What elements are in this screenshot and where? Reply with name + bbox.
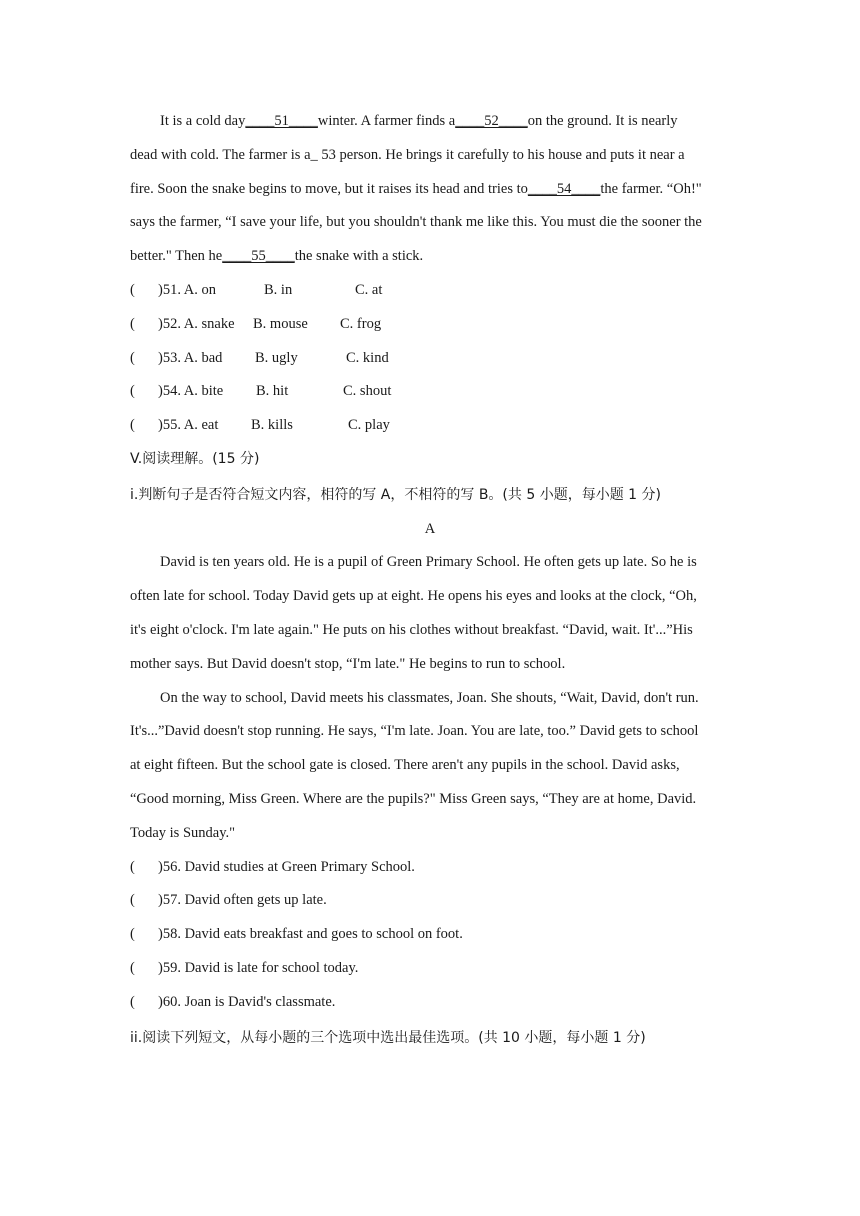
section-title: V.阅读理解。(15 分) xyxy=(130,450,260,467)
passage-line: often late for school. Today David gets up at eight. He opens his eyes and looks at the clock, “Oh, xyxy=(130,588,697,605)
question-55 xyxy=(130,409,730,443)
part-i-title: i.判断句子是否符合短文内容，相符的写 A，不相符的写 B。(共 5 小题，每小题 1 分) xyxy=(130,486,661,503)
answer-paren[interactable]: ( xyxy=(130,315,135,332)
question-59 xyxy=(130,952,730,986)
cloze-line-1 xyxy=(130,105,730,139)
option-c: C. kind xyxy=(346,349,389,366)
cloze-text: winter. A farmer finds a xyxy=(317,113,456,129)
blank-54: ____54____ xyxy=(527,180,601,197)
answer-paren[interactable]: ( xyxy=(130,959,135,976)
option-b: B. kills xyxy=(251,417,293,434)
question-text: )59. David is late for school today. xyxy=(158,959,359,976)
blank-55: ____55____ xyxy=(222,248,295,265)
passage-line: mother says. But David doesn't stop, “I'm late." He begins to run to school. xyxy=(130,655,566,672)
answer-paren[interactable]: ( xyxy=(130,349,135,366)
exam-page xyxy=(130,105,730,1055)
passage-line: On the way to school, David meets his classmates, Joan. She shouts, “Wait, David, don't run. xyxy=(160,689,699,706)
passage-line: Today is Sunday." xyxy=(130,824,236,841)
question-57 xyxy=(130,884,730,918)
question-56 xyxy=(130,851,730,885)
question-text: )60. Joan is David's classmate. xyxy=(158,993,336,1010)
option-b: B. mouse xyxy=(253,315,308,332)
question-52 xyxy=(130,308,730,342)
option-c: C. frog xyxy=(340,315,382,332)
question-53 xyxy=(130,342,730,376)
answer-paren[interactable]: ( xyxy=(130,281,135,298)
option-c: C. shout xyxy=(343,383,392,400)
option-a: )52. A. snake xyxy=(158,315,235,332)
cloze-text: It is a cold day xyxy=(160,113,246,129)
answer-paren[interactable]: ( xyxy=(130,383,135,400)
cloze-text: the farmer. “Oh!" xyxy=(600,180,702,197)
answer-paren[interactable]: ( xyxy=(130,858,135,875)
option-a: )54. A. bite xyxy=(158,383,224,400)
cloze-line-5 xyxy=(130,240,730,274)
option-a: )53. A. bad xyxy=(158,349,223,366)
passage-line: at eight fifteen. But the school gate is closed. There aren't any pupils in the school. David asks, xyxy=(130,757,680,774)
answer-paren[interactable]: ( xyxy=(130,993,135,1010)
cloze-text: better." Then he xyxy=(130,248,223,265)
option-c: C. at xyxy=(355,281,383,298)
blank-52: ____52____ xyxy=(455,113,528,129)
passage-label: A xyxy=(424,520,436,537)
option-b: B. in xyxy=(264,281,293,298)
part-ii-title: ii.阅读下列短文，从每小题的三个选项中选出最佳选项。(共 10 小题，每小题 1 分) xyxy=(130,1029,646,1046)
question-54 xyxy=(130,375,730,409)
blank-51: ____51____ xyxy=(245,113,318,129)
option-a: )55. A. eat xyxy=(158,417,219,434)
cloze-line-4: says the farmer, “I save your life, but you shouldn't thank me like this. You must die the sooner the xyxy=(130,214,702,231)
answer-paren[interactable]: ( xyxy=(130,417,135,434)
cloze-line-2: dead with cold. The farmer is a_ 53 person. He brings it carefully to his house and puts it near a xyxy=(130,146,685,163)
cloze-line-3 xyxy=(130,173,730,207)
question-58 xyxy=(130,918,730,952)
passage-line: It's...”David doesn't stop running. He says, “I'm late. Joan. You are late, too.” David gets to school xyxy=(130,723,699,740)
cloze-text: fire. Soon the snake begins to move, but it raises its head and tries to xyxy=(130,180,528,197)
answer-paren[interactable]: ( xyxy=(130,892,135,909)
option-b: B. hit xyxy=(256,383,289,400)
question-text: )58. David eats breakfast and goes to school on foot. xyxy=(158,926,463,943)
cloze-text: the snake with a stick. xyxy=(294,248,424,265)
option-a: )51. A. on xyxy=(158,281,216,298)
question-text: )56. David studies at Green Primary School. xyxy=(158,858,415,875)
question-60 xyxy=(130,986,730,1020)
cloze-text: on the ground. It is nearly xyxy=(527,113,678,129)
question-51 xyxy=(130,274,730,308)
option-b: B. ugly xyxy=(255,349,298,366)
passage-line: it's eight o'clock. I'm late again." He puts on his clothes without breakfast. “David, wait. It'...”His xyxy=(130,621,693,638)
question-text: )57. David often gets up late. xyxy=(158,892,327,909)
passage-line: David is ten years old. He is a pupil of Green Primary School. He often gets up late. So he is xyxy=(160,554,697,571)
answer-paren[interactable]: ( xyxy=(130,926,135,943)
option-c: C. play xyxy=(348,417,390,434)
passage-line: “Good morning, Miss Green. Where are the pupils?" Miss Green says, “They are at home, David. xyxy=(130,790,697,807)
